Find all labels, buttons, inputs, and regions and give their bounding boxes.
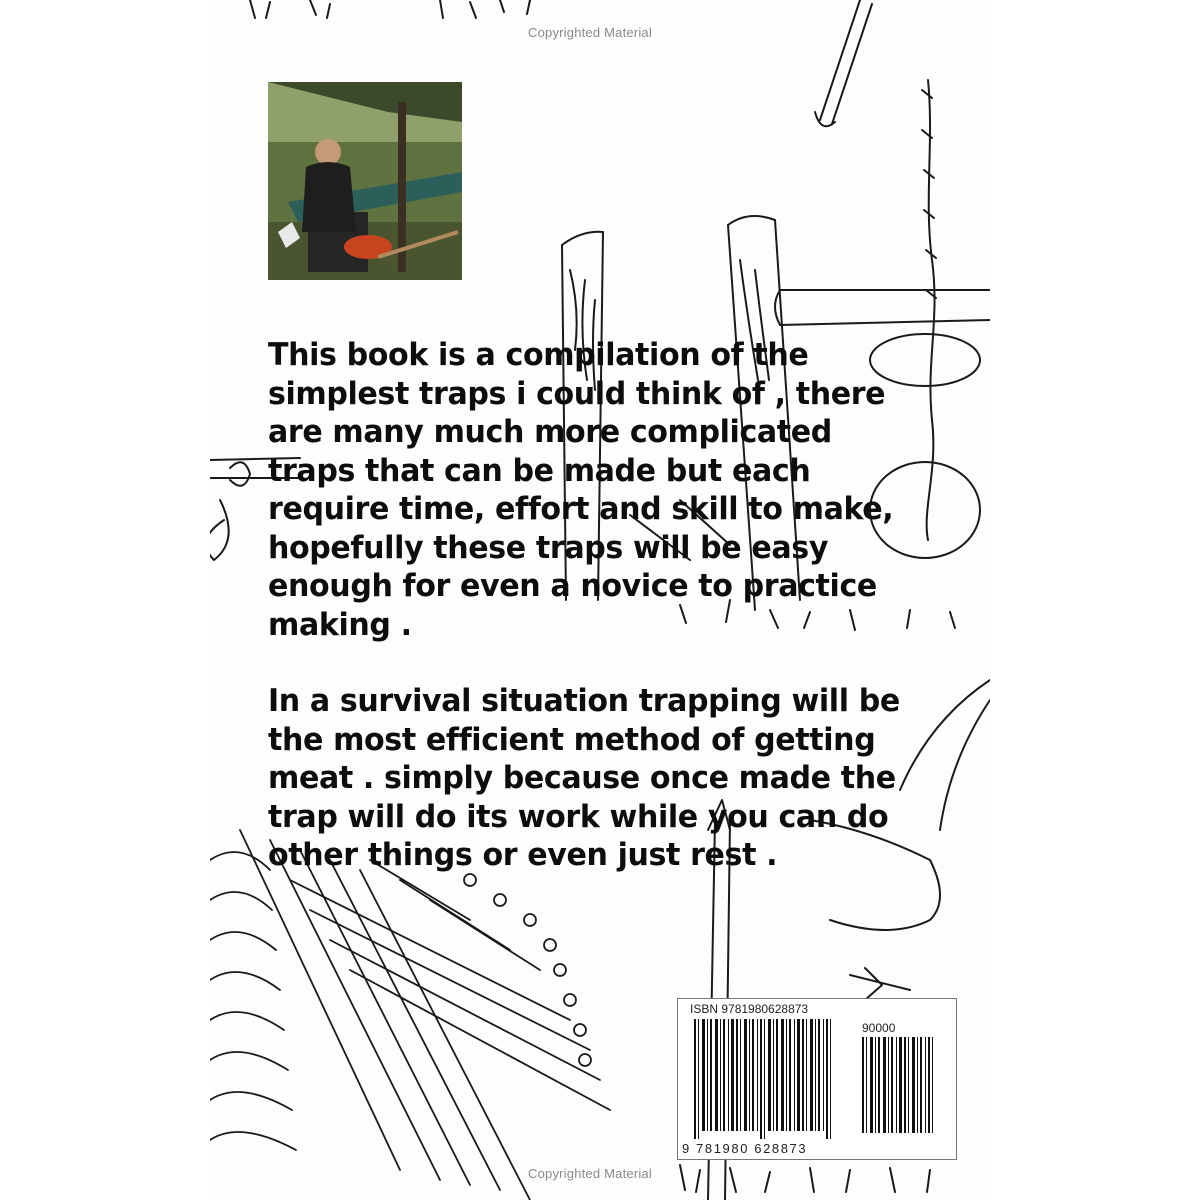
copyright-watermark-top: Copyrighted Material <box>528 25 652 40</box>
blurb-paragraph-1: This book is a compilation of the simplest traps i could think of , there are many much more complicated traps that can be made but each require time, effort and skill to make, hopefully these traps will be easy enough for even a novice to practice making . <box>268 337 894 643</box>
isbn-barcode <box>677 998 957 1160</box>
author-photo <box>268 82 462 280</box>
back-cover-blurb <box>268 336 928 913</box>
isbn-label: ISBN 9781980628873 <box>690 1002 809 1016</box>
blurb-paragraph-2: In a survival situation trapping will be the most efficient method of getting meat . simply because once made the trap will do its work while you can do other things or even just rest . <box>268 683 900 873</box>
barcode-bars-icon <box>694 1019 844 1139</box>
barcode-digits: 9 781980 628873 <box>682 1141 808 1156</box>
copyright-watermark-bottom: Copyrighted Material <box>528 1166 652 1181</box>
photo-of-man-seated-under-tarp-shelter-icon <box>268 82 462 280</box>
price-code-label: 90000 <box>862 1021 896 1035</box>
price-barcode-bars-icon <box>862 1037 942 1133</box>
